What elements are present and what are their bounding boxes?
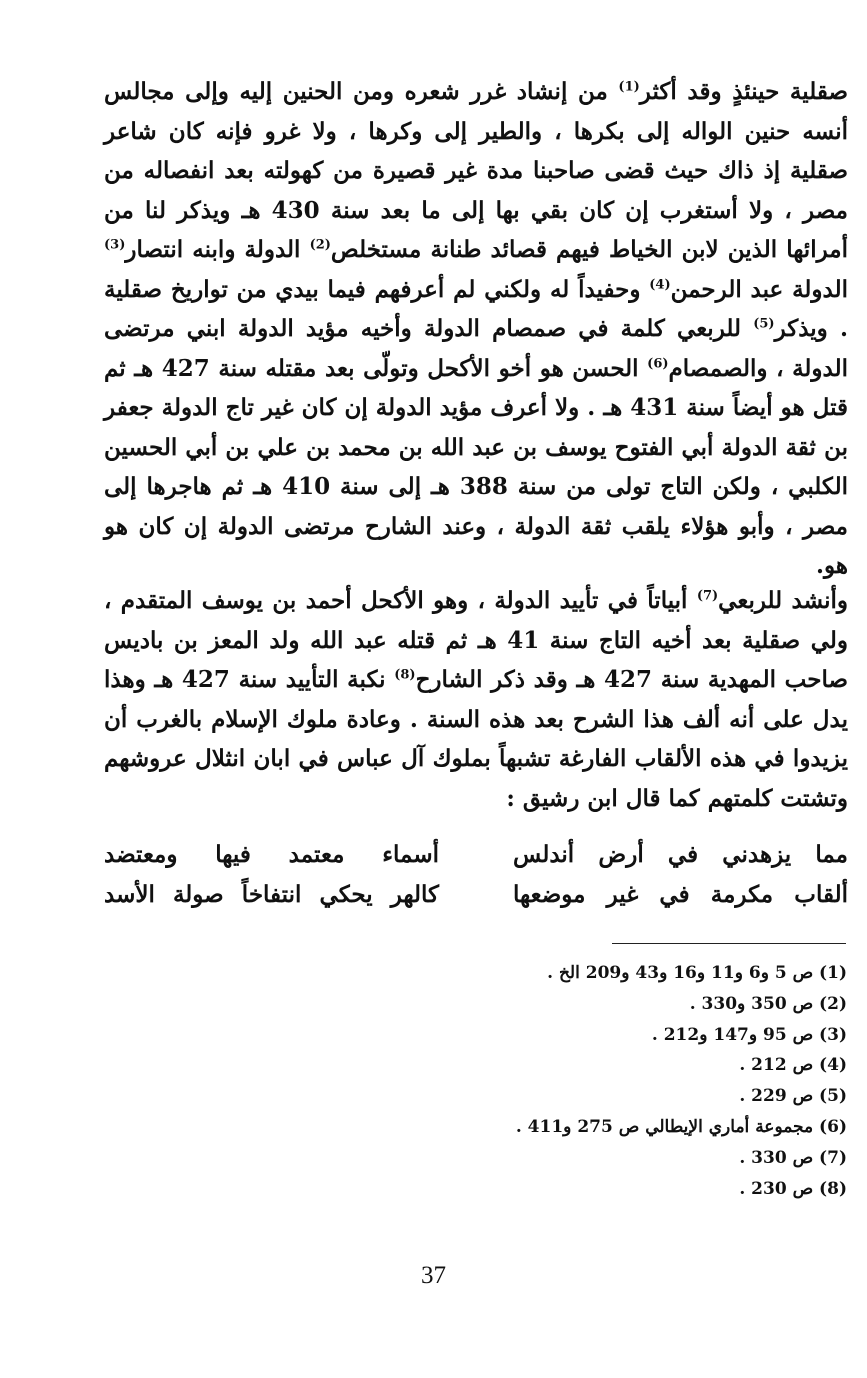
body-text-run: صقلية حينئذٍ وقد أكثر (639, 78, 848, 105)
body-paragraph-1 (104, 72, 848, 586)
body-text-run: الحسن هو أخو الأكحل وتولّى بعد مقتله سنة 427 هـ ثم قتل هو أيضاً سنة 431 هـ . ولا أعرف مؤيد الدولة إن كان غير تاج الدولة جعفر بن ثقة الدولة أبي الفتوح يوسف بن عبد الله بن محمد بن علي بن أبي الحسين الكلبي ، ولكن التاج تولى من سنة 388 هـ إلى سنة 410 هـ ثم هاجرها إلى مصر ، وأبو هؤلاء يلقب ثقة الدولة ، وعند الشارح مرتضى الدولة إن كان هو هو. (104, 354, 848, 579)
footnote: (5) ص 229 . (739, 1086, 847, 1107)
poem-verses (104, 835, 848, 915)
footnote-reference: (5) (753, 316, 775, 332)
footnote-reference: (6) (647, 355, 669, 371)
footnotes (420, 958, 847, 1204)
footnote-reference: (4) (649, 276, 671, 292)
body-text-run: نكبة التأييد سنة 427 هـ وهذا يدل على أنه ألف هذا الشرح بعد هذه السنة . وعادة ملوك الإسلام بالغرب أن يزيدوا في هذه الألقاب الفارغة تشبهاً بملوك آل عباس في ابان انثلال عروشهم وتشتت كلمتهم كما قال ابن رشيق : (104, 666, 848, 812)
footnote: (8) ص 230 . (739, 1178, 847, 1199)
body-text-run: أبياتاً في تأييد الدولة ، وهو الأكحل أحمد بن يوسف المتقدم ، ولي صقلية بعد أخيه التاج سنة 41 هـ ثم قتله عبد الله ولد المعز بن باديس صاحب المهدية سنة 427 هـ وقد ذكر الشارح (104, 587, 848, 693)
body-text-run: من إنشاد غرر شعره ومن الحنين إليه وإلى مجالس أنسه حنين الواله إلى بكرها ، والطير إلى وكرها ، ولا غرو فإنه كان شاعر صقلية إذ ذاك حيث قضى صاحبنا مدة غير قصيرة من كهولته بعد انفصاله من مصر ، ولا أستغرب إن كان بقي بها إلى ما بعد سنة 430 هـ ويذكر لنا من أمرائها الذين لابن الخياط فيهم قصائد طنانة مستخلص (104, 78, 848, 263)
footnote-reference: (7) (696, 588, 719, 604)
verse-first-hemistich: ألقاب مكرمة في غير موضعها (513, 881, 848, 908)
body-text-run: وحفيداً له ولكني لم أعرفهم فيما بيدي من تواريخ صقلية . ويذكر (104, 275, 848, 342)
body-paragraph-2 (104, 581, 848, 818)
footnote: (4) ص 212 . (739, 1055, 847, 1076)
poem-verse (104, 875, 848, 915)
footnote: (2) ص 350 و330 . (689, 993, 847, 1014)
body-text-run: وأنشد للربعي (718, 587, 848, 614)
verse-second-hemistich: كالهر يحكي انتفاخاً صولة الأسد (104, 881, 439, 908)
footnote: (6) مجموعة أماري الإيطالي ص 275 و411 . (515, 1116, 847, 1137)
footnote-reference: (2) (309, 237, 331, 253)
footnote-reference: (3) (104, 237, 126, 253)
footnote: (7) ص 330 . (739, 1147, 847, 1168)
body-text-run: للربعي كلمة في صمصام الدولة وأخيه مؤيد الدولة ابني مرتضى الدولة ، والصمصام (104, 315, 849, 382)
body-text-run: الدولة عبد الرحمن (670, 275, 848, 303)
page-number: 37 (421, 1262, 446, 1289)
poem-verse (104, 835, 848, 875)
footnote: (3) ص 95 و147 و212 . (651, 1024, 847, 1045)
footnote-separator (612, 943, 846, 944)
footnote-reference: (1) (618, 79, 640, 95)
verse-first-hemistich: مما يزهدني في أرض أندلس (513, 841, 848, 868)
footnote: (1) ص 5 و6 و11 و16 و43 و209 الخ . (547, 963, 847, 983)
verse-second-hemistich: أسماء معتمد فيها ومعتضد (104, 841, 439, 868)
footnote-reference: (8) (394, 667, 416, 683)
body-text-run: الدولة وابنه انتصار (125, 236, 310, 263)
